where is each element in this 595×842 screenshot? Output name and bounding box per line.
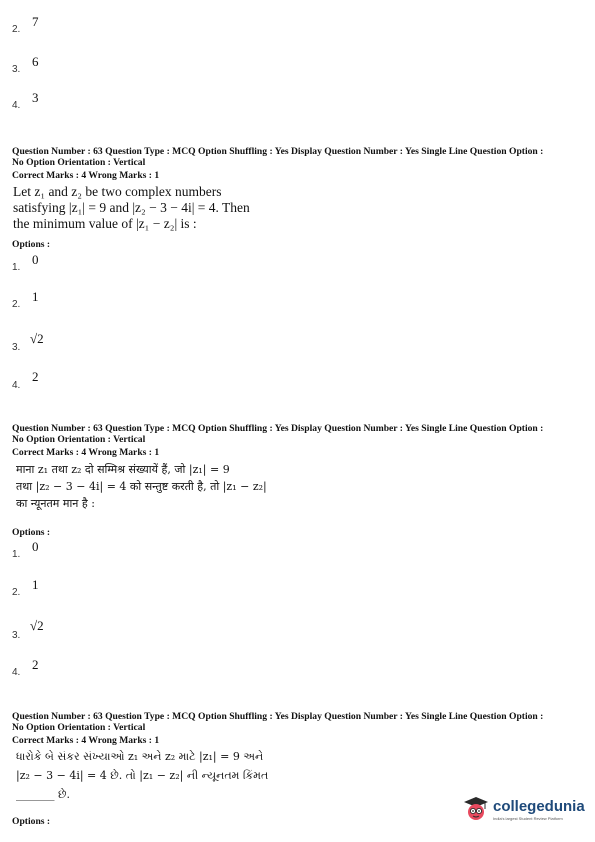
logo-wordmark: collegedunia xyxy=(493,797,585,815)
option-number: 3. xyxy=(12,342,21,353)
question-meta xyxy=(12,712,543,733)
option-value: 7 xyxy=(32,14,39,29)
option-number: 2. xyxy=(12,24,21,35)
question-line: माना z₁ तथा z₂ दो सम्मिश्र संख्यायें हैं, जो |z₁| = 9 xyxy=(16,463,230,476)
option-value: 1 xyxy=(32,289,39,304)
question-meta-line: Question Number : 63 Question Type : MCQ Option Shuffling : Yes Display Question Number : Yes Single Line Question Option : xyxy=(12,146,544,157)
question-meta-line: Question Number : 63 Question Type : MCQ Option Shuffling : Yes Display Question Number : Yes Single Line Question Option : xyxy=(12,423,544,434)
question-line: तथा |z₂ − 3 − 4i| = 4 को सन्तुष्ट करती है, तो |z₁ − z₂| xyxy=(16,480,267,493)
marks-line: Correct Marks : 4 Wrong Marks : 1 xyxy=(12,170,160,181)
question-line: Let z₁ and z₂ be two complex numbers xyxy=(13,184,222,199)
question-text xyxy=(16,747,268,804)
option-number: 2. xyxy=(12,587,21,598)
option-value: √2 xyxy=(30,618,44,633)
question-line: का न्यूनतम मान है : xyxy=(16,497,95,510)
graduate-mascot-icon xyxy=(462,795,490,823)
question-meta-line: No Option Orientation : Vertical xyxy=(12,433,146,445)
option-number: 3. xyxy=(12,630,21,641)
options-label: Options : xyxy=(12,816,51,827)
option-number: 4. xyxy=(12,100,21,111)
question-meta xyxy=(12,424,543,445)
option-number: 1. xyxy=(12,262,21,273)
question-meta-line: No Option Orientation : Vertical xyxy=(12,721,146,733)
option-number: 4. xyxy=(12,667,21,678)
question-line: _______ છે. xyxy=(16,788,70,801)
options-label: Options : xyxy=(12,527,51,538)
option-value: 1 xyxy=(32,577,39,592)
marks-line: Correct Marks : 4 Wrong Marks : 1 xyxy=(12,735,160,746)
option-value: 2 xyxy=(32,369,39,384)
option-number: 2. xyxy=(12,299,21,310)
question-meta-line: No Option Orientation : Vertical xyxy=(12,156,146,168)
option-value: 2 xyxy=(32,657,39,672)
question-text xyxy=(16,461,267,512)
option-number: 1. xyxy=(12,549,21,560)
option-value: 6 xyxy=(32,54,39,69)
options-label: Options : xyxy=(12,239,51,250)
option-value: 3 xyxy=(32,90,39,105)
question-line: the minimum value of |z₁ − z₂| is : xyxy=(13,216,197,231)
option-value: √2 xyxy=(30,331,44,346)
option-number: 3. xyxy=(12,64,21,75)
option-value: 0 xyxy=(32,539,39,554)
collegedunia-logo xyxy=(462,795,585,823)
question-line: |z₂ − 3 − 4i| = 4 છે. તો |z₁ − z₂| ની ન્યૂનતમ કિંમત xyxy=(16,769,269,782)
option-value: 0 xyxy=(32,252,39,267)
question-line: ધારોકે બે સંકર સંખ્યાઓ z₁ અને z₂ માટે |z₁| = 9 અને xyxy=(16,750,264,763)
option-number: 4. xyxy=(12,380,21,391)
marks-line: Correct Marks : 4 Wrong Marks : 1 xyxy=(12,447,160,458)
question-line: satisfying |z₁| = 9 and |z₂ − 3 − 4i| = 4. Then xyxy=(13,200,250,215)
question-meta-line: Question Number : 63 Question Type : MCQ Option Shuffling : Yes Display Question Number : Yes Single Line Question Option : xyxy=(12,711,544,722)
logo-tagline: India's largest Student Review Platform xyxy=(493,815,563,821)
question-text xyxy=(13,184,250,232)
question-meta xyxy=(12,147,543,168)
